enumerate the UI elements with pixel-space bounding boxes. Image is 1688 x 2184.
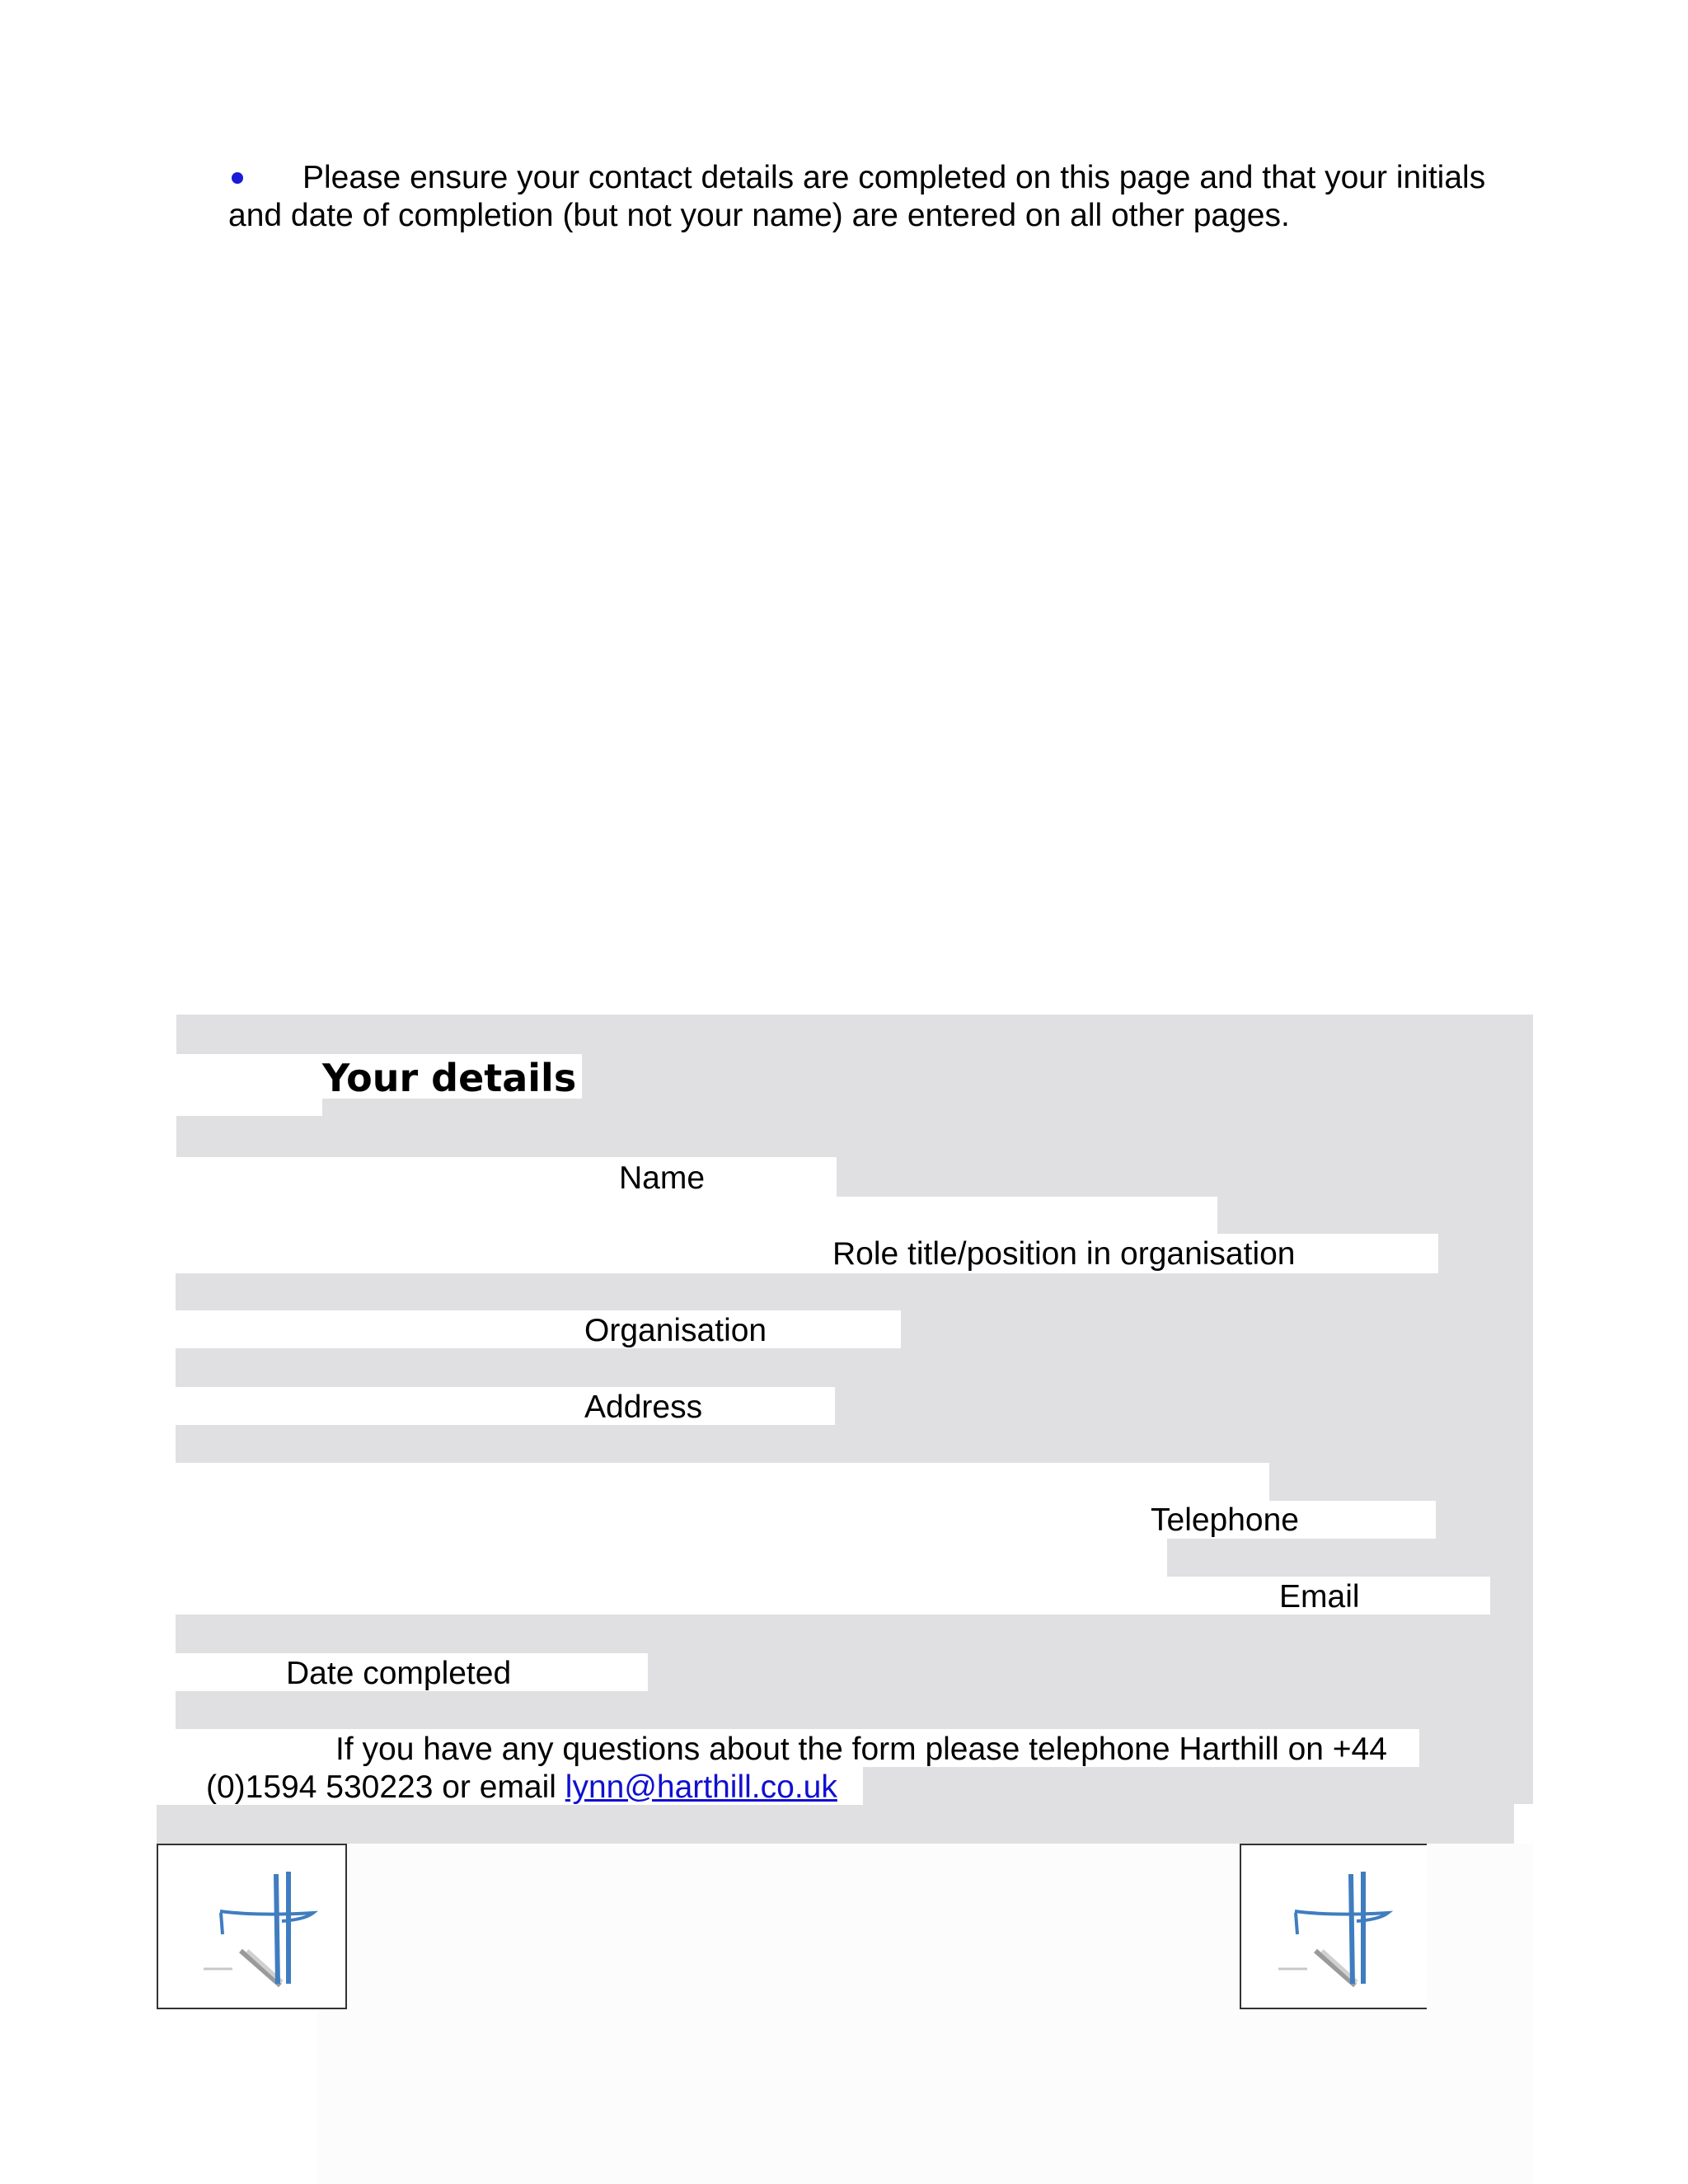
date-completed-label: Date completed (286, 1656, 512, 1691)
logo-right (1240, 1844, 1427, 2009)
role-label: Role title/position in organisation (832, 1236, 1296, 1272)
contact-line-1: If you have any questions about the form please telephone Harthill on +44 (335, 1732, 1387, 1767)
name-label: Name (619, 1160, 706, 1196)
bullet-icon (232, 172, 243, 184)
email-label: Email (1279, 1579, 1360, 1615)
contact-phone-text: (0)1594 530223 or email (206, 1769, 565, 1805)
address-label: Address (584, 1390, 703, 1425)
telephone-label: Telephone (1151, 1502, 1299, 1538)
contact-line-2 (206, 1769, 837, 1807)
logo-left (157, 1844, 347, 2009)
contact-email-link[interactable]: lynn@harthill.co.uk (565, 1769, 837, 1805)
details-heading: Your details (322, 1056, 577, 1100)
organisation-label: Organisation (584, 1313, 767, 1348)
intro-line-1: Please ensure your contact details are completed on this page and that your initials (302, 160, 1486, 195)
intro-line-2: and date of completion (but not your name) are entered on all other pages. (228, 198, 1290, 233)
harthill-logo-icon (158, 1845, 345, 2008)
harthill-logo-icon (1241, 1845, 1427, 2008)
details-background-bottom (157, 1804, 1514, 1844)
